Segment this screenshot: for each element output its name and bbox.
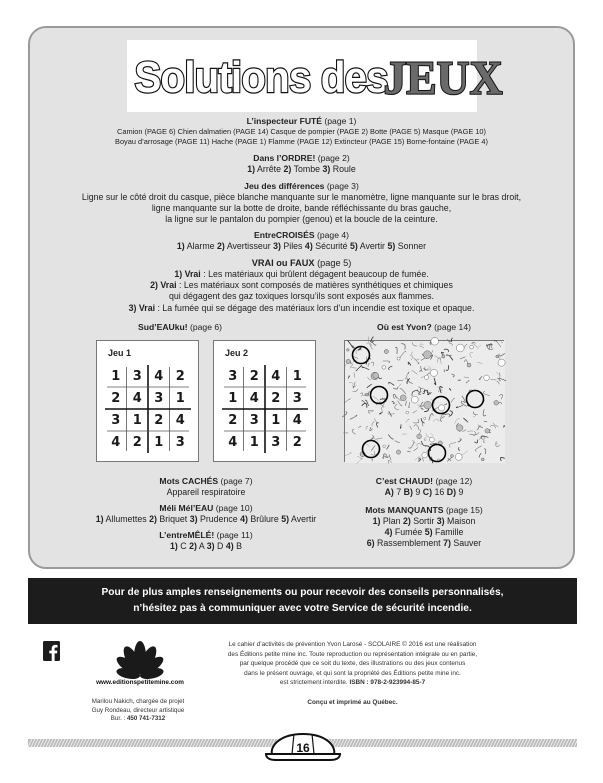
inspecteur-heading: L’inspecteur FUTÉ xyxy=(246,116,323,126)
entremele-answers: 1) C 2) A 3) D 4) B xyxy=(170,541,242,551)
sudoku-page: (page 6) xyxy=(190,322,223,332)
manquants-heading: Mots MANQUANTS xyxy=(365,505,444,515)
entremele-page: (page 11) xyxy=(216,530,253,540)
caches-heading: Mots CACHÉS xyxy=(159,476,219,486)
sudoku-cell: 2 xyxy=(228,412,238,428)
section-inspecteur xyxy=(40,116,563,147)
vrai-answer-2: 2) Vrai : Les matériaux sont composés de matières synthétiques et chimiques xyxy=(150,280,453,291)
sudoku-cell: 1 xyxy=(111,368,121,384)
sudoku-cell: 2 xyxy=(111,390,121,406)
sudoku-cell: 2 xyxy=(292,434,302,450)
section-melimelo xyxy=(86,503,326,525)
publisher-contacts xyxy=(80,698,196,724)
sudoku-cell: 4 xyxy=(271,368,281,384)
sudoku-card-2 xyxy=(213,340,316,462)
sudoku-cell: 2 xyxy=(132,434,142,450)
sudoku-cell: 1 xyxy=(292,368,302,384)
section-croises xyxy=(40,230,563,252)
title-word-jeux: JEUX xyxy=(383,51,503,106)
sudoku-cell: 4 xyxy=(111,434,121,450)
page-number: 16 xyxy=(296,741,310,755)
sudoku-cell: 1 xyxy=(154,434,164,450)
section-caches xyxy=(96,476,316,498)
inspecteur-answers-line-2: Boyau d’arrosage (PAGE 11) Hache (PAGE 1) Flamme (PAGE 12) Extincteur (PAGE 15) Borne-fontaine (PAGE 4) xyxy=(115,137,488,146)
sudoku-cell: 4 xyxy=(132,390,142,406)
sudoku-cell: 3 xyxy=(249,412,259,428)
info-banner-line-2: n’hésitez pas à communiquer avec votre Service de sécurité incendie. xyxy=(133,603,472,614)
vrai-answer-2-cont: qui dégagent des gaz toxiques lorsqu’ils sont exposés aux flammes. xyxy=(168,291,435,302)
sudoku-cell: 3 xyxy=(154,390,164,406)
inspecteur-page: (page 1) xyxy=(324,116,357,126)
sudoku-cell: 3 xyxy=(292,390,302,406)
vrai-heading: VRAI ou FAUX xyxy=(251,258,315,268)
sudoku-cell: 1 xyxy=(271,412,281,428)
sudoku-1-label: Jeu 1 xyxy=(108,348,132,358)
title-word-solutions: Solutions des xyxy=(134,52,388,102)
sudoku-cell: 4 xyxy=(175,412,185,428)
manquants-row-3: 6) Rassemblement 7) Sauver xyxy=(366,538,482,549)
vrai-answer-1: 1) Vrai : Les matériaux qui brûlent dégagent beaucoup de fumée. xyxy=(174,269,429,279)
melimelo-heading: Méli Mél’EAU xyxy=(159,503,214,513)
ordre-heading: Dans l’ORDRE! xyxy=(253,153,316,163)
yvon-page: (page 14) xyxy=(434,322,471,332)
contact-line-3: Bur. : 450 741-7312 xyxy=(110,715,166,723)
manquants-row-2: 4) Fumée 5) Famille xyxy=(384,527,464,538)
facebook-icon[interactable] xyxy=(43,641,60,661)
chaud-answers: A) 7 B) 9 C) 16 D) 9 xyxy=(384,487,464,497)
sudoku-cell: 2 xyxy=(175,368,185,384)
sudoku-heading-row xyxy=(100,322,260,333)
section-entremele xyxy=(96,530,316,552)
publisher-logo xyxy=(80,640,200,691)
chaud-heading: C’est CHAUD! xyxy=(375,476,434,486)
contact-line-2: Guy Rondeau, directeur artistique xyxy=(91,706,185,714)
sudoku-cell: 4 xyxy=(154,368,164,384)
differences-heading: Jeu des différences xyxy=(244,181,325,191)
section-vrai-faux xyxy=(40,258,563,314)
printed-notice: Conçu et imprimé au Québec. xyxy=(307,699,398,706)
sudoku-cell: 2 xyxy=(154,412,164,428)
fire-helmet-badge xyxy=(264,730,342,762)
sudoku-card-1 xyxy=(96,340,199,462)
sudoku-cell: 3 xyxy=(228,368,238,384)
info-banner xyxy=(28,578,577,624)
sudoku-cell: 4 xyxy=(249,390,259,406)
sudoku-cell: 1 xyxy=(228,390,238,406)
differences-line-2: ligne manquante sur la botte de droite, bande réfléchissante du bras gauche, xyxy=(151,203,452,214)
sudoku-cell: 3 xyxy=(111,412,121,428)
title-graphic xyxy=(127,40,503,112)
sudoku-cell: 4 xyxy=(292,412,302,428)
section-differences xyxy=(40,181,563,226)
sudoku-cell: 2 xyxy=(271,390,281,406)
ordre-answers: 1) Arrête 2) Tombe 3) Roule xyxy=(247,164,356,174)
yvon-scene xyxy=(345,341,505,463)
caches-page: (page 7) xyxy=(220,476,253,486)
manquants-page: (page 15) xyxy=(445,505,483,515)
croises-page: (page 4) xyxy=(317,230,350,240)
melimelo-answers: 1) Allumettes 2) Briquet 3) Prudence 4) Brûlure 5) Avertir xyxy=(95,514,317,524)
page-number-badge xyxy=(264,730,342,762)
yvon-heading-row xyxy=(344,322,504,333)
vrai-page: (page 5) xyxy=(317,258,352,268)
section-manquants xyxy=(334,505,514,550)
sudoku-cell: 3 xyxy=(271,434,281,450)
sudoku-cell: 1 xyxy=(175,390,185,406)
title-banner xyxy=(127,40,503,112)
differences-line-1: Ligne sur le côté droit du casque, pièce blanche manquante sur le manomètre, ligne manquante sur le bras droit, xyxy=(81,192,522,202)
inspecteur-answers-line-1: Camion (PAGE 6) Chien dalmatien (PAGE 14) Casque de pompier (PAGE 2) Botte (PAGE 5) Masque (PAGE 10) xyxy=(117,127,486,136)
caches-answer: Appareil respiratoire xyxy=(166,487,246,497)
sudoku-cell: 1 xyxy=(249,434,259,450)
yvon-search-illustration xyxy=(344,340,504,462)
info-banner-line-1: Pour de plus amples renseignements ou pour recevoir des conseils personnalisés, xyxy=(101,587,504,598)
sudoku-2-label: Jeu 2 xyxy=(225,348,249,358)
legal-notice xyxy=(200,640,505,688)
differences-page: (page 3) xyxy=(326,181,359,191)
entremele-heading: L’entreMÊLÉ! xyxy=(159,530,215,540)
sudoku-cell: 1 xyxy=(132,412,142,428)
differences-line-3: la ligne sur le pantalon du pompier (genou) et la boucle de la ceinture. xyxy=(165,214,438,225)
legal-line-4: dans le présent ouvrage, et qui sont la propriété des Éditions petite mine inc. xyxy=(244,669,461,677)
sudoku-cell: 4 xyxy=(228,434,238,450)
melimelo-page: (page 10) xyxy=(215,503,253,513)
publisher-website[interactable]: www.editionspetitemine.com xyxy=(96,679,184,686)
croises-heading: EntreCROISÉS xyxy=(253,230,315,240)
ordre-page: (page 2) xyxy=(317,153,350,163)
chaud-page: (page 12) xyxy=(435,476,473,486)
sudoku-cell: 3 xyxy=(175,434,185,450)
croises-answers: 1) Alarme 2) Avertisseur 3) Piles 4) Sécurité 5) Avertir 5) Sonner xyxy=(176,241,427,251)
section-chaud xyxy=(334,476,514,498)
sudoku-grid-1 xyxy=(105,365,191,453)
flower-logo xyxy=(80,640,200,686)
sudoku-cell: 2 xyxy=(249,368,259,384)
sudoku-grid-2 xyxy=(222,365,308,453)
sudoku-cell: 3 xyxy=(132,368,142,384)
legal-line-5: est strictement interdite. ISBN : 978-2-923994-85-7 xyxy=(279,679,426,687)
vrai-answer-3: 3) Vrai : La fumée qui se dégage des matériaux lors d’un incendie est toxique et opaque. xyxy=(128,302,475,313)
sudoku-heading: Sud’EAUku! xyxy=(137,322,188,332)
legal-line-3: par quelque procédé que ce soit du texte, des illustrations ou des jeux contenus xyxy=(239,660,466,668)
yvon-heading: Où est Yvon? xyxy=(377,322,432,332)
legal-line-1: Le cahier d’activités de prévention Yvon Larosé - SCOLAIRE © 2016 est une réalisation xyxy=(228,641,477,648)
contact-line-1: Marilou Nakich, chargée de projet xyxy=(91,698,185,705)
manquants-row-1: 1) Plan 2) Sortir 3) Maison xyxy=(372,516,476,526)
section-ordre xyxy=(40,153,563,175)
legal-line-2: des Éditions petite mine inc. Toute reproduction ou représentation intégrale ou en partie, xyxy=(227,650,478,658)
